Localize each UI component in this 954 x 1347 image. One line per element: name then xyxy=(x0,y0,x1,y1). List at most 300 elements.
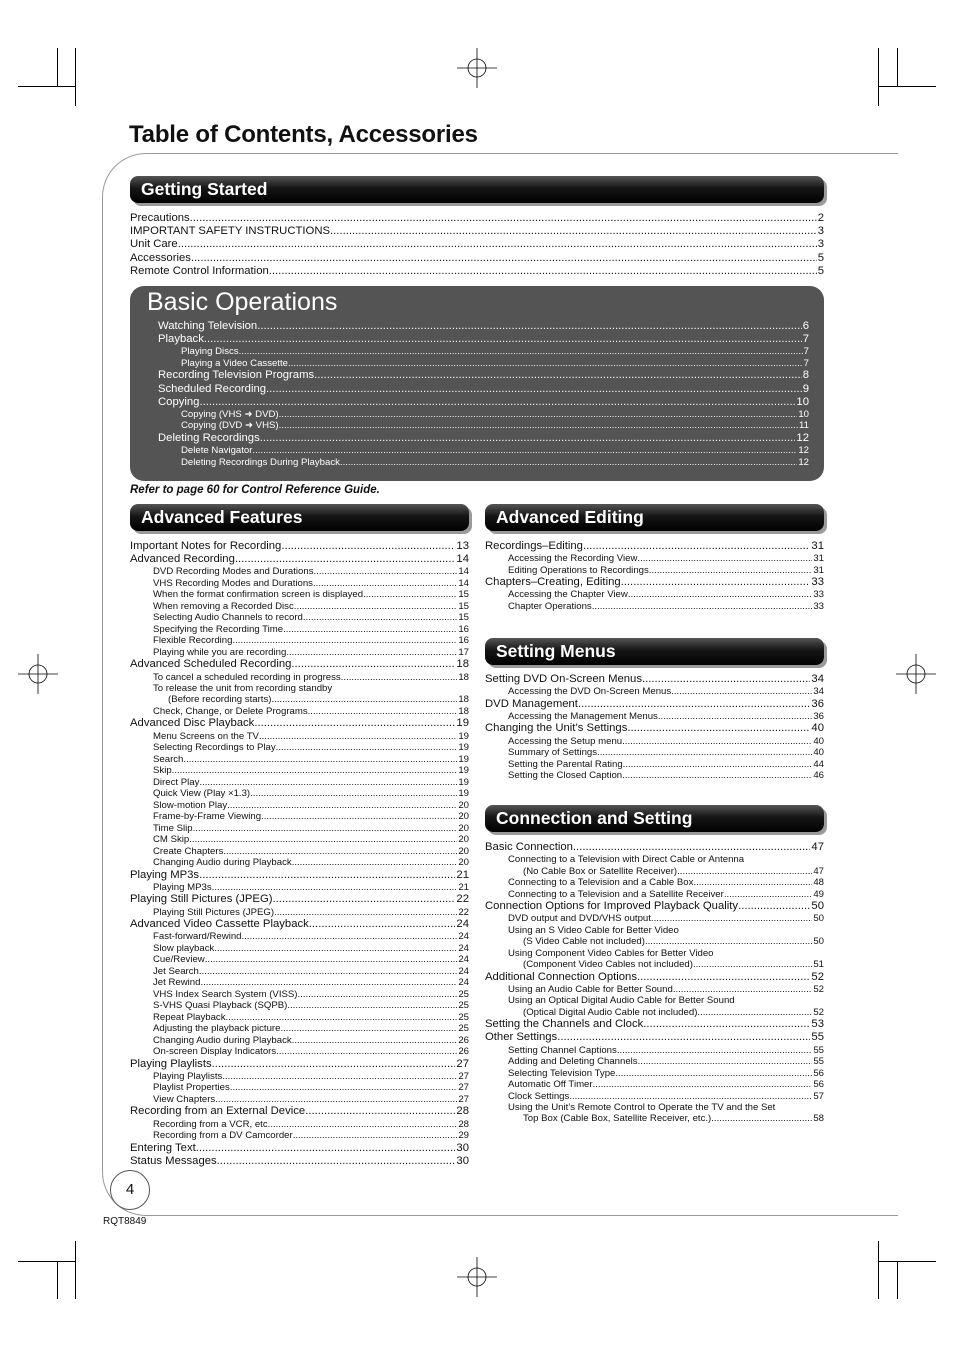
toc-entry xyxy=(485,759,824,771)
toc-entry-page: 20 xyxy=(458,857,469,869)
toc-entry xyxy=(130,624,469,636)
toc-entry xyxy=(130,777,469,789)
toc-entry-page: 10 xyxy=(798,408,809,420)
toc-entry xyxy=(130,823,469,835)
toc-entry-title: Check, Change, or Delete Programs xyxy=(153,705,308,717)
toc-entry-page: 33 xyxy=(813,600,824,612)
toc-entry-title: Repeat Playback xyxy=(153,1011,226,1023)
dot-leader xyxy=(204,333,802,346)
toc-entry xyxy=(485,866,824,878)
toc-entry xyxy=(130,943,469,955)
toc-entry-title: Connecting to a Television and a Cable Box xyxy=(508,877,694,889)
toc-entry-title: When the format confirmation screen is displayed xyxy=(153,589,364,601)
toc-entry-title: Delete Navigator xyxy=(181,445,253,457)
toc-entry-title: Watching Television xyxy=(158,320,258,332)
toc-entry xyxy=(485,841,824,854)
toc-entry xyxy=(130,811,469,823)
dot-leader xyxy=(269,265,817,278)
toc-entry-title: Using an S Video Cable for Better Video xyxy=(508,924,679,936)
toc-entry-page: 28 xyxy=(456,1105,469,1118)
toc-entry-title: Precautions xyxy=(130,212,190,224)
toc-entry xyxy=(130,869,469,882)
toc-entry-page: 3 xyxy=(817,238,824,251)
toc-entry xyxy=(485,686,824,698)
toc-entry-page: 49 xyxy=(813,888,824,900)
toc-entry-page: 19 xyxy=(458,788,469,800)
dot-leader xyxy=(573,841,811,854)
toc-entry-page: 50 xyxy=(813,936,824,948)
toc-entry-page: 19 xyxy=(458,753,469,765)
registration-mark-icon xyxy=(457,48,497,88)
toc-entry-page: 48 xyxy=(813,877,824,889)
toc-entry xyxy=(130,754,469,766)
toc-entry xyxy=(130,1000,469,1012)
toc-entry-page: 33 xyxy=(811,576,824,589)
toc-entry-title: (Component Video Cables not included) xyxy=(523,959,693,971)
toc-entry xyxy=(485,913,824,925)
dot-leader xyxy=(557,1031,810,1044)
toc-entry-title: CM Skip xyxy=(153,834,190,846)
toc-entry-title: Copying (DVD ➜ VHS) xyxy=(181,420,279,432)
dot-leader xyxy=(232,635,457,647)
toc-entry xyxy=(485,1102,824,1113)
dot-leader xyxy=(239,346,803,358)
dot-leader xyxy=(178,238,817,251)
toc-entry xyxy=(158,409,809,421)
toc-entry xyxy=(485,1056,824,1068)
toc-entry xyxy=(130,694,469,706)
registration-mark-icon xyxy=(457,1257,497,1297)
dot-leader xyxy=(226,1012,458,1024)
toc-entry-title: Status Messages xyxy=(130,1154,217,1167)
toc-entry-title: VHS Recording Modes and Durations xyxy=(153,577,313,589)
toc-entry-title: Automatic Off Timer xyxy=(508,1079,593,1090)
toc-entry xyxy=(130,658,469,671)
toc-entry-title: Summary of Settings xyxy=(508,747,598,759)
toc-entry-title: View Chapters xyxy=(153,1093,216,1105)
toc-entry-title: S-VHS Quasi Playback (SQPB) xyxy=(153,1000,288,1012)
toc-entry xyxy=(158,396,809,409)
toc-entry-page: 19 xyxy=(458,765,469,777)
toc-entry-title: Playing Still Pictures (JPEG) xyxy=(153,906,275,918)
toc-entry xyxy=(130,647,469,659)
dot-leader xyxy=(578,698,810,711)
toc-entry-title: Changing the Unit’s Settings xyxy=(485,722,628,735)
toc-entry xyxy=(485,936,824,948)
toc-entry-title: Using Component Video Cables for Better Video xyxy=(508,947,714,959)
toc-entry xyxy=(130,601,469,613)
toc-entry xyxy=(158,346,809,358)
toc-entry xyxy=(158,333,809,346)
toc-entry xyxy=(158,420,809,432)
crop-mark xyxy=(897,1261,898,1299)
dot-leader xyxy=(217,1155,456,1168)
toc-entry-title: Accessing the Management Menus xyxy=(508,710,658,722)
toc-entry-page: 52 xyxy=(813,1006,824,1018)
toc-entry-title: Advanced Video Cassette Playback xyxy=(130,918,309,931)
dot-leader xyxy=(623,759,813,771)
toc-entry-title: Scheduled Recording xyxy=(158,382,267,395)
toc-entry-page: 20 xyxy=(458,822,469,834)
toc-entry-page: 19 xyxy=(456,717,469,730)
toc-entry-page: 18 xyxy=(458,671,469,683)
toc-entry xyxy=(130,1094,469,1106)
toc-entry-page: 26 xyxy=(458,1046,469,1058)
dot-leader xyxy=(363,589,457,601)
toc-basic-operations xyxy=(158,320,809,468)
toc-entry-title: Playing Still Pictures (JPEG) xyxy=(130,893,273,906)
toc-entry-page: 31 xyxy=(813,564,824,576)
toc-entry xyxy=(130,212,824,225)
toc-entry-page: 47 xyxy=(811,841,824,853)
dot-leader xyxy=(199,966,457,978)
dot-leader xyxy=(645,936,812,948)
toc-entry-title: Adding and Deleting Channels xyxy=(508,1056,638,1067)
toc-entry-page: 7 xyxy=(803,346,809,358)
toc-entry-page: 53 xyxy=(811,1018,824,1031)
crop-mark xyxy=(18,1261,76,1262)
toc-entry xyxy=(485,1045,824,1057)
toc-entry-title: On-screen Display Indicators xyxy=(153,1046,277,1058)
toc-entry-title: Adjusting the playback picture xyxy=(153,1023,281,1035)
toc-entry xyxy=(158,320,809,333)
toc-entry-title: Frame-by-Frame Viewing xyxy=(153,811,262,823)
toc-entry xyxy=(485,1018,824,1031)
toc-entry xyxy=(130,1082,469,1094)
toc-entry-page: 44 xyxy=(813,758,824,770)
toc-entry-page: 36 xyxy=(813,710,824,722)
dot-leader xyxy=(637,553,812,565)
toc-entry xyxy=(130,800,469,812)
toc-entry xyxy=(485,1068,824,1080)
toc-entry-page: 34 xyxy=(811,673,824,685)
toc-entry-page: 5 xyxy=(817,264,824,277)
dot-leader xyxy=(271,694,457,706)
toc-entry-title: Changing Audio during Playback xyxy=(153,857,292,869)
toc-entry-title: When removing a Recorded Disc xyxy=(153,600,294,612)
section-header-getting-started: Getting Started xyxy=(130,176,824,203)
section-header-advanced-editing: Advanced Editing xyxy=(485,504,824,531)
dot-leader xyxy=(212,882,458,894)
toc-entry-title: Entering Text xyxy=(130,1141,196,1154)
toc-entry-title: (No Cable Box or Satellite Receiver) xyxy=(523,865,678,877)
dot-leader xyxy=(303,612,457,624)
dot-leader xyxy=(592,601,813,613)
document-code: RQT8849 xyxy=(103,1216,147,1227)
toc-entry-title: IMPORTANT SAFETY INSTRUCTIONS xyxy=(130,225,331,238)
toc-entry-title: Playing while you are recording xyxy=(153,646,287,658)
dot-leader xyxy=(693,959,812,971)
dot-leader xyxy=(627,722,810,735)
toc-entry-page: 52 xyxy=(811,970,824,983)
toc-entry xyxy=(130,918,469,931)
toc-entry-page: 14 xyxy=(458,577,469,589)
dot-leader xyxy=(341,672,458,684)
toc-entry-title: DVD Recording Modes and Durations xyxy=(153,566,314,578)
toc-entry-page: 47 xyxy=(813,865,824,877)
dot-leader xyxy=(658,711,812,723)
toc-entry-title: Selecting Television Type xyxy=(508,1067,616,1079)
toc-entry-title: Other Settings xyxy=(485,1031,558,1044)
dot-leader xyxy=(621,576,811,589)
dot-leader xyxy=(671,686,812,698)
dot-leader xyxy=(617,1045,813,1057)
crop-mark xyxy=(75,48,76,106)
toc-entry-title: Accessing the Recording View xyxy=(508,553,638,565)
dot-leader xyxy=(313,578,457,590)
toc-entry xyxy=(485,673,824,686)
toc-entry-page: 10 xyxy=(796,395,809,408)
dot-leader xyxy=(189,834,457,846)
toc-entry-title: Unit Care xyxy=(130,238,178,251)
dot-leader xyxy=(254,717,455,730)
toc-entry-page: 24 xyxy=(456,918,469,931)
dot-leader xyxy=(260,432,796,445)
dot-leader xyxy=(308,706,458,718)
toc-entry-page: 6 xyxy=(802,320,809,332)
toc-entry xyxy=(485,553,824,565)
toc-entry xyxy=(130,1105,469,1118)
toc-entry-title: Time Slip xyxy=(153,822,193,834)
toc-entry-page: 18 xyxy=(458,705,469,717)
toc-entry-page: 15 xyxy=(458,600,469,612)
toc-entry-page: 20 xyxy=(458,799,469,811)
toc-entry-title: Additional Connection Options xyxy=(485,970,637,983)
toc-entry xyxy=(158,432,809,445)
toc-entry-page: 21 xyxy=(456,868,469,881)
toc-entry-title: Connecting to a Television with Direct Cable or Antenna xyxy=(508,854,745,866)
toc-entry-page: 2 xyxy=(817,212,824,224)
toc-entry-page: 33 xyxy=(813,589,824,601)
toc-entry-title: Clock Settings xyxy=(508,1090,570,1102)
dot-leader xyxy=(651,913,812,925)
dot-leader xyxy=(615,1068,812,1080)
dot-leader xyxy=(227,800,457,812)
toc-setting-menus xyxy=(485,673,824,782)
dot-leader xyxy=(287,1000,457,1012)
toc-entry xyxy=(130,672,469,684)
toc-entry xyxy=(130,589,469,601)
toc-entry-page: 15 xyxy=(458,612,469,624)
toc-entry-title: Jet Search xyxy=(153,965,199,977)
toc-entry-title: Copying (VHS ➜ DVD) xyxy=(181,408,279,420)
toc-entry xyxy=(130,553,469,566)
toc-entry xyxy=(485,1091,824,1103)
registration-mark-icon xyxy=(896,654,936,694)
toc-entry-page: 40 xyxy=(813,735,824,747)
toc-entry-title: Jet Rewind xyxy=(153,977,201,989)
toc-entry-page: 24 xyxy=(458,965,469,977)
toc-entry xyxy=(130,977,469,989)
dot-leader xyxy=(205,954,458,966)
toc-entry xyxy=(130,893,469,906)
toc-entry-title: Accessing the Setup menu xyxy=(508,735,623,747)
dot-leader xyxy=(724,889,813,901)
toc-entry xyxy=(485,770,824,782)
toc-entry-page: 12 xyxy=(796,431,809,444)
dot-leader xyxy=(230,1082,458,1094)
toc-entry-page: 24 xyxy=(458,931,469,943)
toc-entry-page: 24 xyxy=(458,954,469,966)
registration-mark-icon xyxy=(18,654,58,694)
toc-entry-page: 31 xyxy=(813,553,824,565)
dot-leader xyxy=(214,943,457,955)
toc-advanced-editing xyxy=(485,540,824,612)
toc-entry-page: 20 xyxy=(458,811,469,823)
toc-advanced-features xyxy=(130,540,469,1168)
toc-entry-page: 16 xyxy=(458,623,469,635)
toc-entry xyxy=(130,907,469,919)
toc-entry xyxy=(130,578,469,590)
toc-entry-title: Connecting to a Television and a Satellite Receiver xyxy=(508,888,724,900)
toc-entry xyxy=(485,1007,824,1019)
toc-entry-title: Recording from a DV Camcorder xyxy=(153,1130,293,1142)
dot-leader xyxy=(291,658,455,671)
toc-entry-title: Copying xyxy=(158,395,200,408)
toc-entry xyxy=(158,457,809,469)
toc-entry-title: Setting Channel Captions xyxy=(508,1044,617,1056)
toc-entry xyxy=(485,925,824,936)
dot-leader xyxy=(293,1130,458,1142)
dot-leader xyxy=(569,1091,812,1103)
toc-entry-title: Menu Screens on the TV xyxy=(153,730,259,742)
toc-entry-title: Skip xyxy=(153,765,172,777)
toc-entry-page: 30 xyxy=(456,1141,469,1154)
dot-leader xyxy=(583,540,810,553)
toc-entry-title: Advanced Recording xyxy=(130,553,235,566)
toc-entry-title: Important Notes for Recording xyxy=(130,540,282,552)
dot-leader xyxy=(309,918,456,931)
dot-leader xyxy=(199,396,795,409)
toc-entry-title: (S Video Cable not included) xyxy=(523,936,645,948)
toc-entry-title: Recording Television Programs xyxy=(158,369,315,382)
dot-leader xyxy=(215,1094,457,1106)
crop-mark xyxy=(878,86,936,87)
toc-entry-page: 9 xyxy=(802,382,809,395)
toc-entry xyxy=(485,877,824,889)
toc-entry-page: 7 xyxy=(802,333,809,346)
toc-entry-title: Accessories xyxy=(130,251,191,264)
dot-leader xyxy=(288,358,803,370)
crop-mark xyxy=(57,1261,58,1299)
toc-entry-page: 12 xyxy=(798,445,809,457)
toc-entry-title: Direct Play xyxy=(153,776,200,788)
dot-leader xyxy=(340,457,797,469)
dot-leader xyxy=(259,731,457,743)
toc-entry xyxy=(130,765,469,777)
toc-entry-page: 29 xyxy=(458,1130,469,1142)
dot-leader xyxy=(222,1071,457,1083)
dot-leader xyxy=(677,866,812,878)
toc-entry-title: To cancel a scheduled recording in progress xyxy=(153,671,341,683)
dot-leader xyxy=(242,931,458,943)
toc-entry xyxy=(485,601,824,613)
toc-entry-page: 34 xyxy=(813,686,824,698)
toc-entry-page: 16 xyxy=(458,635,469,647)
dot-leader xyxy=(314,566,458,578)
toc-entry xyxy=(485,995,824,1006)
toc-entry xyxy=(130,635,469,647)
toc-entry-title: Playing Playlists xyxy=(153,1070,223,1082)
toc-entry-title: Deleting Recordings xyxy=(158,431,260,444)
dot-leader xyxy=(276,1046,457,1058)
toc-entry xyxy=(485,959,824,971)
toc-entry-page: 22 xyxy=(456,893,469,906)
toc-entry-title: Playlist Properties xyxy=(153,1082,230,1094)
dot-leader xyxy=(643,1018,810,1031)
crop-mark xyxy=(878,48,879,106)
toc-entry-page: 15 xyxy=(458,589,469,601)
dot-leader xyxy=(190,212,817,225)
toc-entry-title: Selecting Recordings to Play xyxy=(153,742,276,754)
dot-leader xyxy=(281,540,455,553)
toc-entry-page: 56 xyxy=(813,1067,824,1079)
dot-leader xyxy=(673,984,813,996)
dot-leader xyxy=(638,1056,813,1068)
toc-entry xyxy=(130,846,469,858)
toc-entry-page: 12 xyxy=(798,456,809,468)
toc-entry xyxy=(130,1119,469,1131)
dot-leader xyxy=(200,977,457,989)
toc-entry xyxy=(130,1023,469,1035)
dot-leader xyxy=(280,1023,457,1035)
dot-leader xyxy=(250,788,457,800)
toc-entry-page: 55 xyxy=(813,1044,824,1056)
toc-entry-page: 13 xyxy=(456,540,469,552)
dot-leader xyxy=(330,225,817,238)
dot-leader xyxy=(279,409,798,421)
dot-leader xyxy=(628,589,813,601)
toc-entry-page: 40 xyxy=(813,747,824,759)
toc-entry xyxy=(130,1155,469,1168)
dot-leader xyxy=(292,1035,458,1047)
toc-entry xyxy=(130,931,469,943)
toc-entry-page: 25 xyxy=(458,988,469,1000)
dot-leader xyxy=(738,900,810,913)
toc-entry-page: 27 xyxy=(458,1070,469,1082)
toc-entry-page: 7 xyxy=(803,357,809,369)
toc-entry-title: Top Box (Cable Box, Satellite Receiver, etc.) xyxy=(523,1113,712,1125)
toc-entry-page: 30 xyxy=(456,1154,469,1167)
toc-entry-page: 14 xyxy=(458,566,469,578)
toc-entry xyxy=(485,1031,824,1044)
toc-entry-page: 52 xyxy=(813,983,824,995)
toc-entry-title: Playing MP3s xyxy=(130,868,200,881)
toc-connection-setting xyxy=(485,841,824,1125)
dot-leader xyxy=(199,777,457,789)
toc-entry xyxy=(158,383,809,396)
toc-entry-title: Setting DVD On-Screen Menus xyxy=(485,673,642,685)
toc-entry-title: Setting the Channels and Clock xyxy=(485,1018,644,1031)
toc-entry xyxy=(130,1071,469,1083)
toc-entry-page: 28 xyxy=(458,1118,469,1130)
toc-entry-title: DVD Management xyxy=(485,697,578,710)
toc-entry xyxy=(485,576,824,589)
toc-entry xyxy=(130,706,469,718)
toc-entry xyxy=(130,989,469,1001)
toc-entry-page: 56 xyxy=(813,1079,824,1090)
toc-entry-title: Using the Unit’s Remote Control to Operate the TV and the Set xyxy=(508,1102,776,1113)
toc-entry-page: 55 xyxy=(813,1056,824,1067)
toc-entry xyxy=(130,265,824,278)
toc-entry-title: Specifying the Recording Time xyxy=(153,623,284,635)
toc-entry-title: Selecting Audio Channels to record xyxy=(153,612,303,624)
dot-leader xyxy=(637,971,810,984)
toc-entry xyxy=(130,225,824,238)
toc-entry-page: 25 xyxy=(458,1000,469,1012)
toc-entry-page: 58 xyxy=(813,1113,824,1125)
toc-entry-title: Fast-forward/Rewind xyxy=(153,931,242,943)
